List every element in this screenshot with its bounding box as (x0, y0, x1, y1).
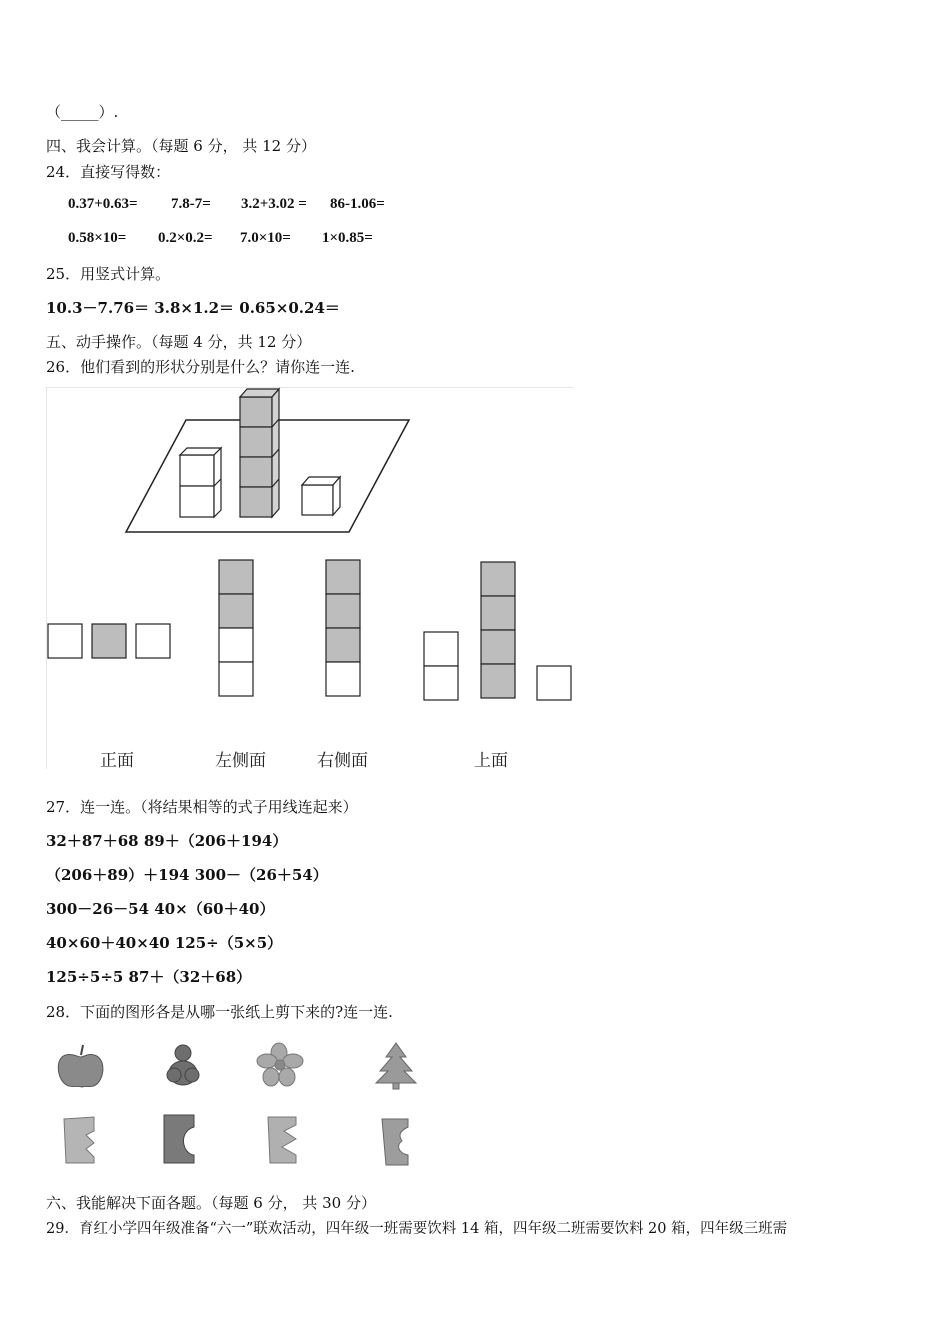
paper-2-icon (164, 1115, 194, 1163)
view-top (424, 562, 571, 700)
q28-text: 28．下面的图形各是从哪一张纸上剪下来的?连一连. (46, 1003, 393, 1021)
cube-stack-middle (240, 389, 279, 517)
label-right-side: 右侧面 (317, 751, 368, 769)
answer-blank: （_____）. (46, 103, 119, 121)
flower-cutout-icon (257, 1043, 303, 1086)
q27-row-1: 32＋87＋68 89＋（206＋194） (46, 832, 288, 850)
calc-1-3: 3.2+3.02 = (241, 196, 307, 212)
paper-1-icon (64, 1117, 94, 1163)
q27-row-3: 300－26－54 40×（60＋40） (46, 900, 275, 918)
q27-row-4: 40×60＋40×40 125÷（5×5） (46, 934, 283, 952)
paper-3-icon (268, 1117, 296, 1163)
section-six-heading: 六、我能解决下面各题。（每题 6 分， 共 30 分） (46, 1194, 376, 1212)
label-front: 正面 (100, 751, 134, 769)
cube-single-right (302, 477, 340, 515)
calc-2-4: 1×0.85= (322, 230, 373, 246)
q27-row-2: （206＋89）＋194 300－（26＋54） (46, 866, 328, 884)
calc-1-1: 0.37+0.63= (68, 196, 138, 212)
tree-cutout-icon (376, 1043, 416, 1089)
cutout-shapes-figure (46, 1035, 446, 1175)
view-right-side (326, 560, 360, 696)
q27-text: 27．连一连。（将结果相等的式子用线连起来） (46, 798, 358, 816)
calc-2-1: 0.58×10= (68, 230, 127, 246)
calc-1-2: 7.8-7= (171, 196, 211, 212)
cube-stack-left (180, 448, 221, 517)
q26-text: 26．他们看到的形状分别是什么？请你连一连. (46, 358, 355, 376)
apple-cutout-icon (58, 1045, 103, 1087)
q24-text: 24．直接写得数： (46, 163, 171, 181)
calc-2-3: 7.0×10= (240, 230, 291, 246)
paper-4-icon (382, 1119, 408, 1165)
gourd-cutout-icon (167, 1045, 199, 1085)
q29-text: 29．育红小学四年级准备“六一”联欢活动，四年级一班需要饮料 14 箱，四年级二班需要饮料 20 箱，四年级三班需 (46, 1221, 788, 1237)
q25-text: 25．用竖式计算。 (46, 265, 171, 283)
q27-row-5: 125÷5÷5 87＋（32＋68） (46, 968, 252, 986)
label-top: 上面 (474, 751, 508, 769)
section-five-heading: 五、动手操作。（每题 4 分，共 12 分） (46, 333, 312, 351)
q25-expressions: 10.3－7.76＝ 3.8×1.2＝ 0.65×0.24＝ (46, 299, 340, 317)
view-front (48, 624, 170, 658)
section-four-heading: 四、我会计算。（每题 6 分， 共 12 分） (46, 137, 316, 155)
view-matching-figure (46, 387, 574, 769)
label-left-side: 左侧面 (215, 751, 266, 769)
calc-2-2: 0.2×0.2= (158, 230, 213, 246)
view-left-side (219, 560, 253, 696)
calc-1-4: 86-1.06= (330, 196, 385, 212)
